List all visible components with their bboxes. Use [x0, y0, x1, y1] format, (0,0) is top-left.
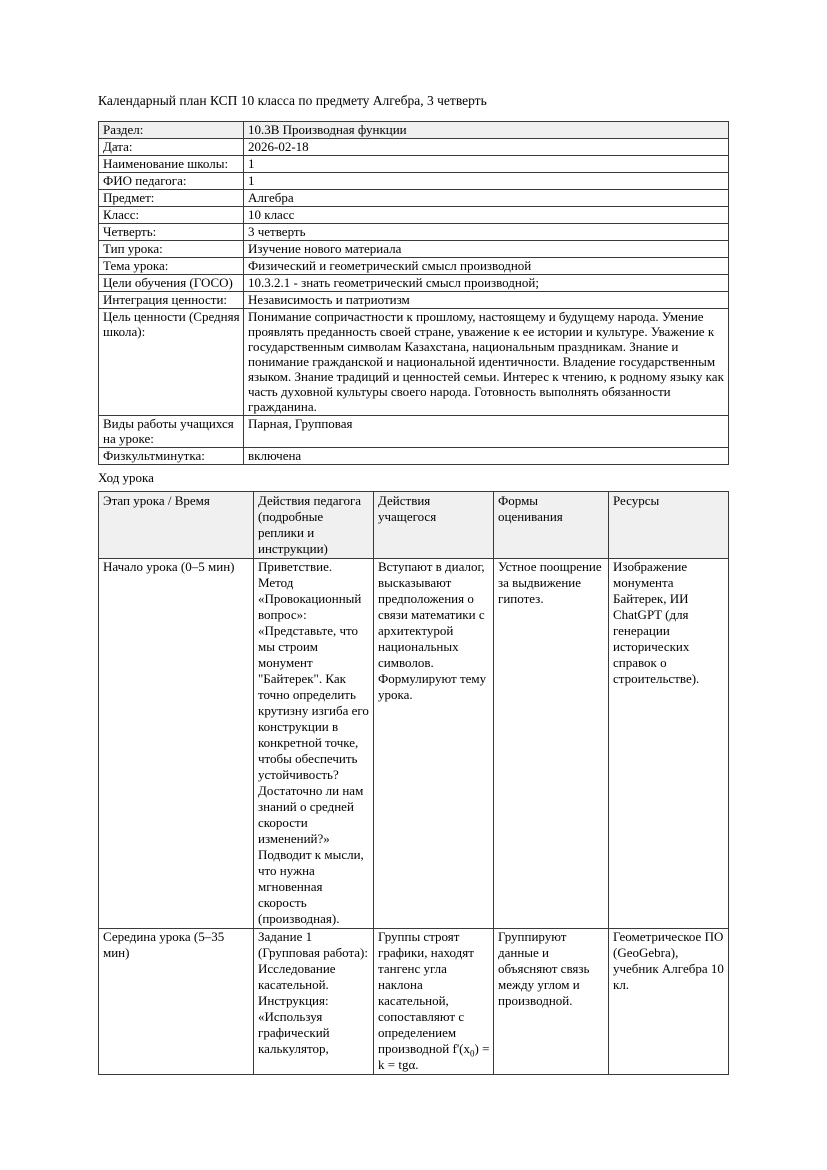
table-row [99, 258, 729, 275]
row-label: Тема урока: [99, 258, 244, 275]
cell-text: Середина урока (5–35 мин) [103, 929, 225, 960]
row-label: Раздел: [99, 122, 244, 139]
header-cell-teacher-actions: Действия педагога (подробные реплики и инструкции) [254, 492, 374, 559]
table-row [99, 207, 729, 224]
row-value: 10.3B Производная функции [244, 122, 729, 139]
row-value: Алгебра [244, 190, 729, 207]
lesson-info-table [98, 121, 729, 465]
cell-text: Задание 1 (Групповая работа): Исследование касательной. Инструкция: «Используя графический калькулятор, [258, 929, 368, 1056]
row-value: включена [244, 448, 729, 465]
row-label: Цель ценности (Средняя школа): [99, 309, 244, 416]
flow-heading: Ход урока [98, 470, 154, 485]
cell-text [378, 929, 490, 1073]
row-label: Виды работы учащихся на уроке: [99, 416, 244, 448]
row-value: Физический и геометрический смысл производной [244, 258, 729, 275]
table-row [99, 241, 729, 258]
row-label: Четверть: [99, 224, 244, 241]
cell-teacher-actions: Приветствие. Метод «Провокационный вопрос»: «Представьте, что мы строим монумент "Байтерек". Как точно определить крутизну изгиба его конструкции в конкретной точке, чтобы обеспечить устойчивость? Достаточно ли нам знаний о средней скорости изменений?» Подводит к мысли, что нужна мгновенная скорость (производная). [254, 559, 374, 929]
row-value: 2026-02-18 [244, 139, 729, 156]
formula-text: ) = k = tgα. [378, 1041, 490, 1072]
row-value: 10 класс [244, 207, 729, 224]
row-value: 3 четверть [244, 224, 729, 241]
table-row [99, 292, 729, 309]
table-row [99, 156, 729, 173]
row-value: Изучение нового материала [244, 241, 729, 258]
cell-text: Группируют данные и объясняют связь между углом и производной. [498, 929, 590, 1008]
row-label: Тип урока: [99, 241, 244, 258]
row-label: ФИО педагога: [99, 173, 244, 190]
table-row [99, 309, 729, 416]
table-row [99, 559, 729, 929]
table-row [99, 173, 729, 190]
table-row [99, 139, 729, 156]
lesson-plan-table [98, 491, 729, 1075]
header-cell-student-actions: Действия учащегося [374, 492, 494, 559]
row-label: Интеграция ценности: [99, 292, 244, 309]
table-row [99, 929, 729, 1075]
cell-student-actions: Вступают в диалог, высказывают предположения о связи математики с архитектурой национальных символов. Формулируют тему урока. [374, 559, 494, 929]
table-row [99, 275, 729, 292]
header-row [99, 492, 729, 559]
row-label: Дата: [99, 139, 244, 156]
row-label: Физкультминутка: [99, 448, 244, 465]
header-cell-assessment: Формы оценивания [494, 492, 609, 559]
cell-resources: Изображение монумента Байтерек, ИИ ChatGPT (для генерации исторических справок о строительстве). [609, 559, 729, 929]
row-label: Предмет: [99, 190, 244, 207]
formula-subscript: 0 [470, 1048, 475, 1059]
table-row [99, 416, 729, 448]
table-row [99, 448, 729, 465]
table-row [99, 122, 729, 139]
row-label: Цели обучения (ГОСО) [99, 275, 244, 292]
cell-assessment [494, 929, 609, 1075]
cell-assessment: Устное поощрение за выдвижение гипотез. [494, 559, 609, 929]
row-value: 10.3.2.1 - знать геометрический смысл производной; [244, 275, 729, 292]
header-cell-resources: Ресурсы [609, 492, 729, 559]
row-label: Наименование школы: [99, 156, 244, 173]
cell-text: Геометрическое ПО (GeoGebra), учебник Алгебра 10 кл. [613, 929, 724, 992]
cell-teacher-actions [254, 929, 374, 1075]
row-value: 1 [244, 156, 729, 173]
cell-resources [609, 929, 729, 1075]
row-value: Понимание сопричастности к прошлому, настоящему и будущему народа. Умение проявлять преданность своей стране, уважение к ее истории и культуре. Уважение к государственным символам Казахстана, национальным праздникам. Знание и понимание гражданской и национальной идентичности. Владение государственным языком. Знание традиций и ценностей семьи. Интерес к чтению, к родному языку как часть духовной культуры своего народа. Готовность выполнять обязанности гражданина. [244, 309, 729, 416]
formula-text: Группы строят графики, находят тангенс угла наклона касательной, сопоставляют с определением производной f'(x [378, 929, 474, 1056]
row-value: Парная, Групповая [244, 416, 729, 448]
row-value: 1 [244, 173, 729, 190]
cell-stage [99, 929, 254, 1075]
header-cell-stage: Этап урока / Время [99, 492, 254, 559]
cell-stage: Начало урока (0–5 мин) [99, 559, 254, 929]
row-value: Независимость и патриотизм [244, 292, 729, 309]
table-row [99, 190, 729, 207]
page-title: Календарный план КСП 10 класса по предмету Алгебра, 3 четверть [98, 93, 487, 108]
table-row [99, 224, 729, 241]
row-label: Класс: [99, 207, 244, 224]
cell-student-actions [374, 929, 494, 1075]
